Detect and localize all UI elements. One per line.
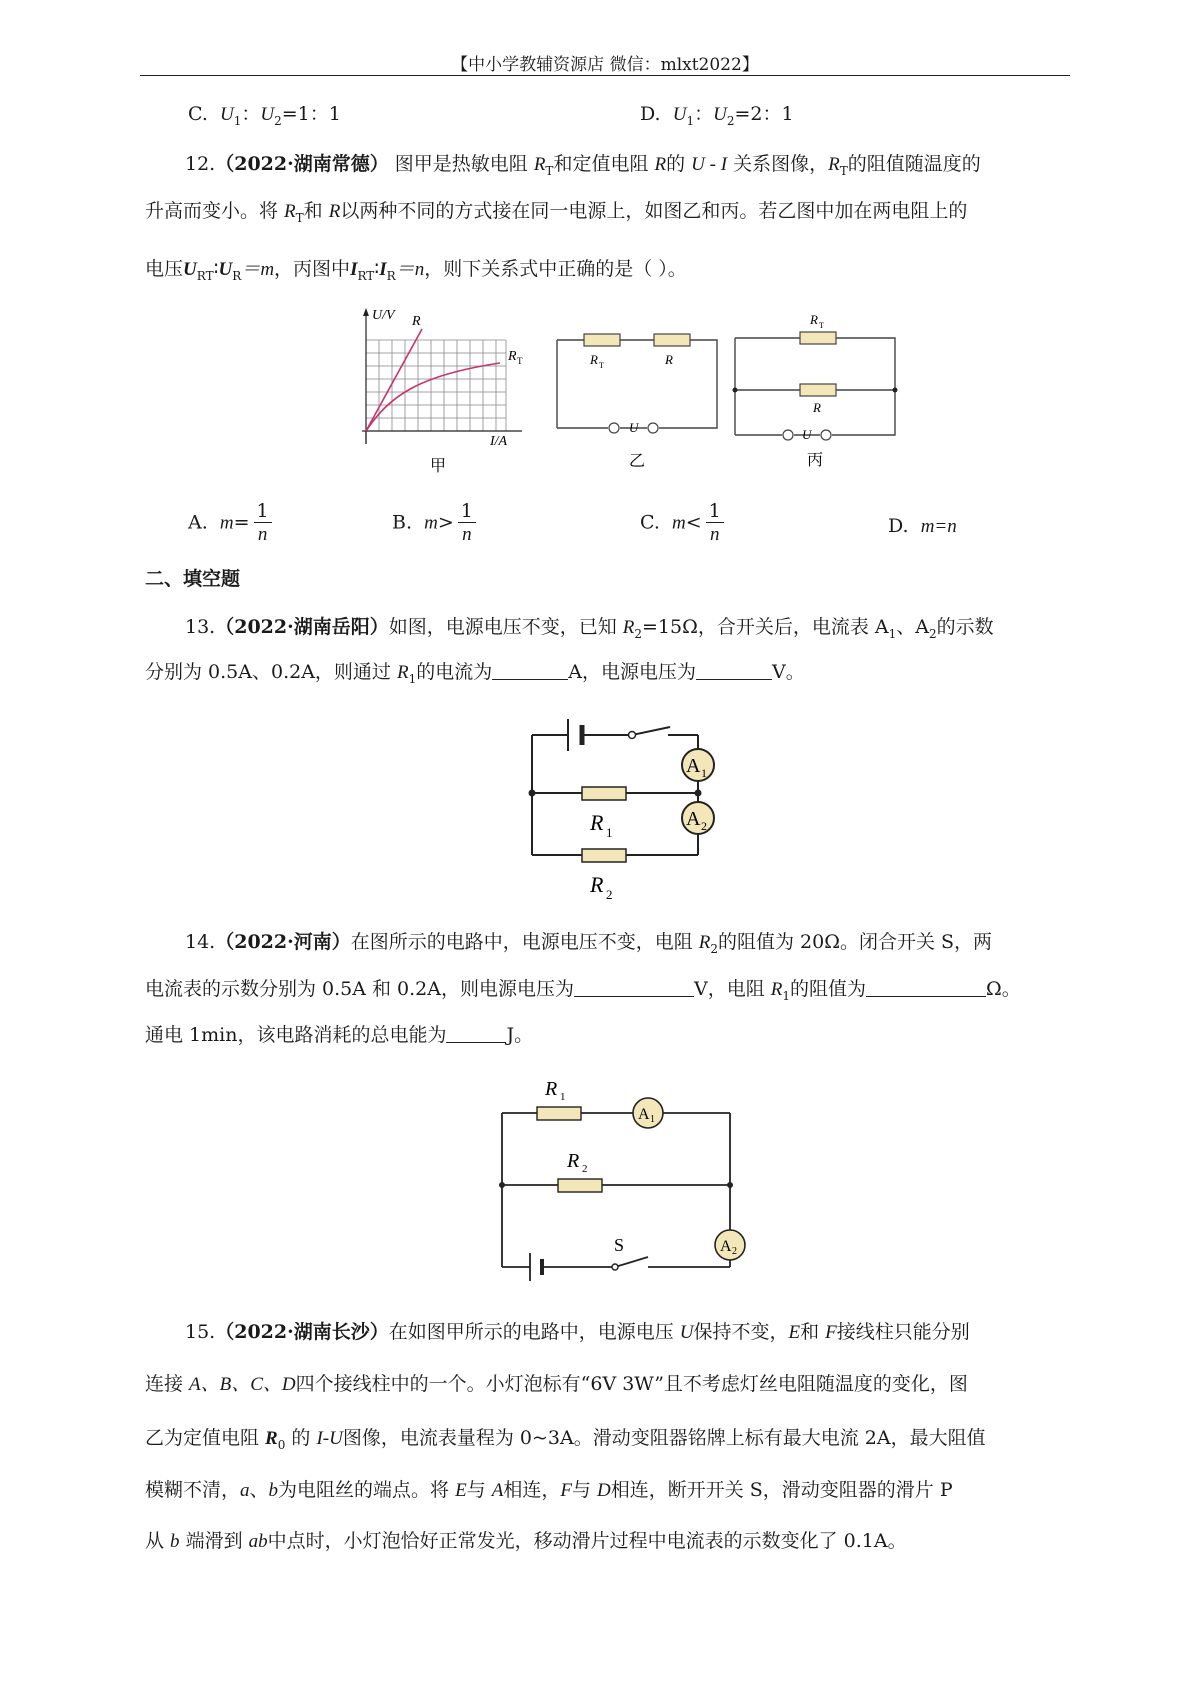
label-u: U [629, 420, 639, 435]
resistor-r [800, 384, 836, 396]
q15-line-2: 连接 A、B、C、D四个接线柱中的一个。小灯泡标有“6V 3W”且不考虑灯丝电阻随温度的变化，图 [145, 1373, 968, 1395]
resistor-rt [800, 332, 836, 344]
svg-text:A: A [638, 1106, 650, 1123]
q15-line-5: 从 b 端滑到 ab中点时，小灯泡恰好正常发光，移动滑片过程中电流表的示数变化了 0.1A。 [145, 1530, 907, 1552]
section-title: 二、填空题 [145, 568, 241, 590]
q12-line-3: 电压$U_{RT}∶U_R=m$，丙图中$I_{RT}∶I_R=n$，则下关系式中正确的是（ ）。 [145, 258, 687, 283]
resistor-r1 [537, 1107, 581, 1120]
label-r: R [813, 400, 821, 415]
svg-text:1: 1 [560, 1091, 566, 1103]
q12-figure-jia [350, 305, 525, 475]
q12-line-1: 12.（2022·湖南常德） 图甲是热敏电阻 $R_T$和定值电阻 R的 U - I 关系图像，$R_T$的阻值随温度的 [185, 153, 981, 178]
q12-option-b: B. m> $\frac{1}{n}$ [392, 500, 476, 547]
answer-blank-voltage[interactable] [696, 659, 772, 680]
answer-blank-energy[interactable] [446, 1022, 506, 1043]
label-switch: S [614, 1235, 625, 1255]
svg-text:2: 2 [582, 1163, 588, 1175]
q12-option-a: A. m= $\frac{1}{n}$ [188, 500, 272, 547]
q13-line-1: 13.（2022·湖南岳阳）如图，电源电压不变，已知 $R_2=15\Omega$，合开关后，电流表 $A_1$、$A_2$的示数 [185, 616, 994, 641]
svg-text:A: A [686, 808, 701, 830]
label-r: R [412, 314, 421, 329]
svg-text:2: 2 [701, 819, 707, 833]
label-rt-sub: T [517, 356, 523, 366]
page-header: 【中小学教辅资源店 微信：mlxt2022】 [451, 55, 759, 75]
circuit-wire [557, 340, 717, 428]
svg-text:2: 2 [606, 887, 613, 902]
q13-line-2: 分别为 0.5A、0.2A，则通过 $R_1$的电流为 A，电源电压为 V。 [145, 661, 805, 686]
q15-line-4: 模糊不清，a、b为电阻丝的端点。将 E与 A相连，F与 D相连，断开开关 S，滑动变阻器的滑片 P [145, 1479, 953, 1501]
q14-line-2: 电流表的示数分别为 0.5A 和 0.2A，则电源电压为 V，电阻 $R_1$的阻值为 Ω。 [145, 978, 1021, 1003]
q14-circuit-figure [490, 1065, 760, 1285]
caption-yi: 乙 [628, 453, 646, 470]
q12-option-d: D. m=n [888, 515, 957, 537]
y-axis-label: U/V [372, 308, 395, 323]
terminal-left [783, 430, 793, 440]
resistor-r2 [582, 849, 626, 862]
svg-text:1: 1 [701, 766, 707, 780]
label-rt: R [508, 349, 517, 364]
q13-circuit-figure [520, 705, 730, 905]
terminal-right [648, 423, 658, 433]
switch-pivot [629, 732, 636, 739]
label-r2: R [567, 1150, 580, 1172]
resistor-r1 [582, 787, 626, 800]
resistor-r2 [558, 1179, 602, 1192]
terminal-right [821, 430, 831, 440]
q12-line-2: 升高而变小。将 $R_T$和 R以两种不同的方式接在同一电源上，如图乙和丙。若乙图中加在两电阻上的 [145, 200, 968, 225]
svg-text:A: A [686, 755, 701, 777]
svg-text:A: A [720, 1238, 732, 1255]
header-rule [140, 75, 1070, 76]
q11-option-c: C. $U_1$：$U_2=1$：1 [188, 103, 341, 128]
label-rt-sub: T [819, 321, 824, 330]
r-line [366, 329, 422, 431]
q15-line-3: 乙为定值电阻 $R_0$ 的 I-U图像，电流表量程为 0~3A。滑动变阻器铭牌上标有最大电流 2A，最大阻值 [145, 1427, 986, 1452]
answer-blank-voltage[interactable] [574, 976, 694, 997]
svg-text:1: 1 [650, 1114, 655, 1125]
q15-line-1: 15.（2022·湖南长沙）在如图甲所示的电路中，电源电压 U保持不变，E和 F接线柱只能分别 [185, 1321, 970, 1343]
answer-blank-current[interactable] [492, 659, 568, 680]
terminal-left [609, 423, 619, 433]
q14-line-1: 14.（2022·河南）在图所示的电路中，电源电压不变，电阻 $R_2$的阻值为 20Ω。闭合开关 S，两 [185, 931, 993, 956]
label-rt: R [590, 352, 598, 367]
resistor-rt [584, 334, 620, 346]
svg-text:2: 2 [732, 1246, 737, 1257]
caption-jia: 甲 [429, 458, 447, 475]
caption-bing: 丙 [806, 452, 824, 469]
answer-blank-resistance[interactable] [866, 976, 986, 997]
label-r2: R [590, 872, 604, 897]
rt-curve [366, 363, 500, 431]
svg-text:1: 1 [606, 825, 613, 840]
label-r: R [665, 352, 673, 367]
graph-grid [366, 340, 506, 431]
label-rt: R [810, 312, 818, 327]
x-axis-label: I/A [490, 434, 508, 449]
label-u: U [802, 427, 812, 442]
q12-figure-yi [552, 328, 722, 473]
q11-option-d: D. $U_1$：$U_2=2$：1 [640, 103, 794, 128]
switch-pivot [612, 1264, 618, 1270]
resistor-r [654, 334, 690, 346]
q12-figure-bing [730, 305, 900, 470]
y-axis-arrow [363, 308, 369, 316]
q12-option-c: C. m< $\frac{1}{n}$ [640, 500, 724, 547]
q14-line-3: 通电 1min，该电路消耗的总电能为 J。 [145, 1024, 534, 1046]
label-r1: R [590, 810, 604, 835]
label-rt-sub: T [599, 361, 604, 370]
label-r1: R [545, 1078, 558, 1100]
